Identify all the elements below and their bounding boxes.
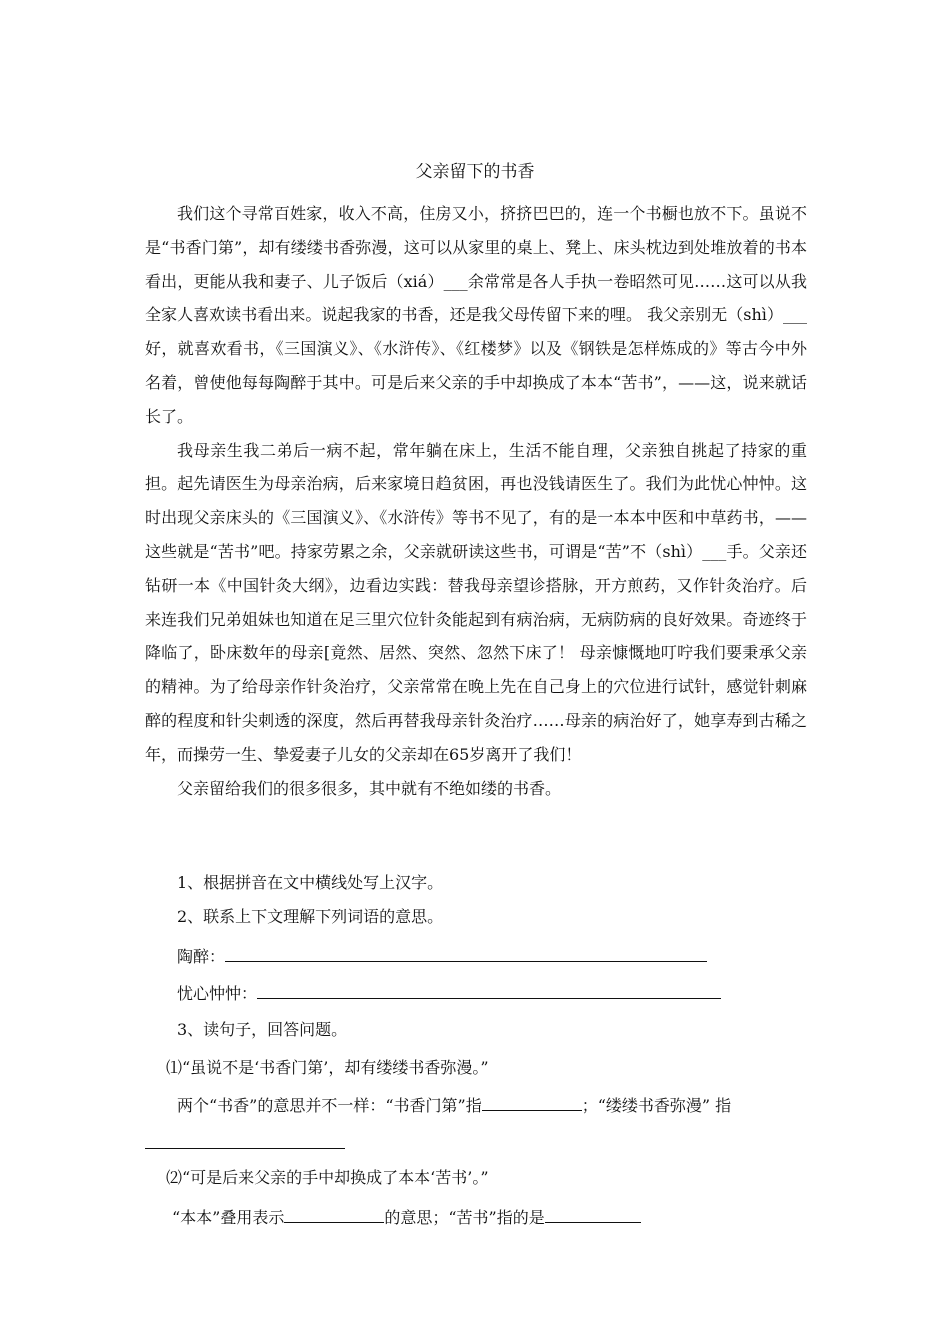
question-3: 3、读句子，回答问题。 [177, 1020, 348, 1039]
sentence-2-prompt-a: “本本”叠用表示 [172, 1208, 285, 1227]
sentence-1-question-row [177, 1094, 731, 1118]
answer-blank-s2-a[interactable] [284, 1221, 384, 1223]
article-body [145, 197, 807, 805]
term-1-label: 陶醉： [177, 947, 226, 966]
question-1: 1、根据拼音在文中横线处写上汉字。 [177, 873, 444, 892]
answer-blank-s1-a[interactable] [482, 1109, 582, 1111]
sentence-1: ⑴“虽说不是‘书香门第’，却有缕缕书香弥漫。” [166, 1058, 489, 1077]
sentence-2-prompt-b: 的意思；“苦书”指的是 [384, 1208, 545, 1227]
question-2: 2、联系上下文理解下列词语的意思。 [177, 907, 444, 926]
paragraph-2: 我母亲生我二弟后一病不起，常年躺在床上，生活不能自理，父亲独自挑起了持家的重担。起先请医生为母亲治病，后来家境日趋贫困，再也没钱请医生了。我们为此忧心忡忡。这时出现父亲床头的《三国演义》、《水浒传》等书不见了，有的是一本本中医和中草药书，——这些就是“苦书”吧。持家劳累之余，父亲就研读这些书，可谓是“苦”不（shì）___手。父亲还钻研一本《中国针灸大纲》，边看边实践：替我母亲望诊搭脉，开方煎药，又作针灸治疗。后来连我们兄弟姐妹也知道在足三里穴位针灸能起到有病治病，无病防病的良好效果。奇迹终于降临了，卧床数年的母亲[竟然、居然、突然、忽然下床了！ 母亲慷慨地叮咛我们要秉承父亲的精神。为了给母亲作针灸治疗，父亲常常在晚上先在自己身上的穴位进行试针，感觉针刺麻醉的程度和针尖刺透的深度，然后再替我母亲针灸治疗……母亲的病治好了，她享寿到古稀之年，而操劳一生、挚爱妻子儿女的父亲却在65岁离开了我们！ [145, 440, 807, 764]
document-title: 父亲留下的书香 [415, 162, 535, 182]
paragraph-1: 我们这个寻常百姓家，收入不高，住房又小，挤挤巴巴的，连一个书橱也放不下。虽说不是“书香门第”，却有缕缕书香弥漫，这可以从家里的桌上、凳上、床头枕边到处堆放着的书本看出，更能从我和妻子、儿子饭后（xiá）___余常常是各人手执一卷昭然可见……这可以从我全家人喜欢读书看出来。说起我家的书香，还是我父母传留下来的哩。 我父亲别无（shì）___好，就喜欢看书，《三国演义》、《水浒传》、《红楼梦》以及《钢铁是怎样炼成的》等古今中外名着，曾使他每每陶醉于其中。可是后来父亲的手中却换成了本本“苦书”，——这，说来就话长了。 [145, 204, 807, 426]
sentence-2: ⑵“可是后来父亲的手中却换成了本本‘苦书’。” [166, 1168, 489, 1187]
answer-blank-term-2[interactable] [257, 997, 721, 999]
term-2-row [177, 982, 721, 1006]
term-1-row [177, 945, 707, 969]
sentence-1-prompt-b: ；“缕缕书香弥漫” 指 [581, 1096, 732, 1115]
answer-blank-s1-b[interactable] [145, 1147, 345, 1149]
paragraph-3: 父亲留给我们的很多很多，其中就有不绝如缕的书香。 [177, 778, 562, 798]
answer-blank-term-1[interactable] [225, 960, 707, 962]
term-2-label: 忧心忡忡： [177, 984, 258, 1003]
answer-blank-s2-b[interactable] [545, 1221, 641, 1223]
sentence-2-question-row [172, 1206, 641, 1230]
sentence-1-prompt-a: 两个“书香”的意思并不一样：“书香门第”指 [177, 1096, 482, 1115]
